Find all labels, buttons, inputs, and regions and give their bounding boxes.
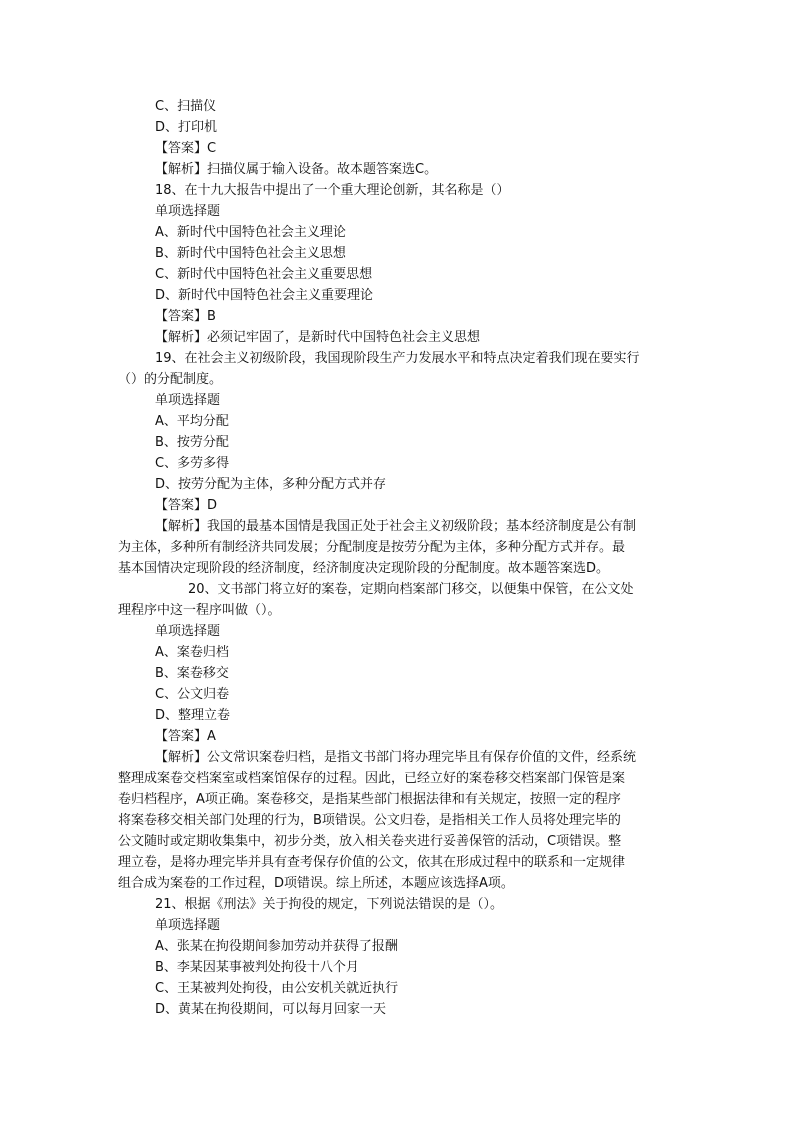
analysis-text: 公文常识案卷归档，是指文书部门将办理完毕且有保存价值的文件，经系统 (207, 750, 637, 765)
analysis-label: 【解析】 (155, 162, 208, 177)
q20-analysis-line1 (155, 747, 636, 768)
q18-answer (155, 306, 216, 327)
q19-option-a: A、平均分配 (155, 414, 229, 429)
q19-option-c: C、多劳多得 (155, 456, 230, 471)
q20-question-line2: 理程序中这一程序叫做（）。 (118, 603, 281, 618)
q18-question: 18、在十九大报告中提出了一个重大理论创新，其名称是（） (155, 183, 510, 198)
q21-option-a: A、张某在拘役期间参加劳动并获得了报酬 (155, 939, 398, 954)
q17-option-d: D、打印机 (155, 120, 218, 135)
q19-analysis-line3: 基本国情决定现阶段的经济制度，经济制度决定现阶段的分配制度。故本题答案选D。 (118, 561, 610, 576)
q20-analysis-line2: 整理成案卷交档案室或档案馆保存的过程。因此，已经立好的案卷移交档案部门保管是案 (118, 771, 626, 786)
q19-analysis-line2: 为主体，多种所有制经济共同发展；分配制度是按劳分配为主体，多种分配方式并存。最 (118, 540, 626, 555)
answer-label: 【答案】 (155, 729, 208, 744)
analysis-label: 【解析】 (155, 330, 208, 345)
answer-value: D (207, 498, 218, 513)
q19-type: 单项选择题 (155, 393, 221, 408)
q20-option-b: B、案卷移交 (155, 666, 229, 681)
answer-value: A (207, 729, 216, 744)
q20-option-c: C、公文归卷 (155, 687, 230, 702)
q18-option-a: A、新时代中国特色社会主义理论 (155, 225, 346, 240)
q20-option-a: A、案卷归档 (155, 645, 229, 660)
q20-analysis-line5: 公文随时或定期收集集中，初步分类，放入相关卷夹进行妥善保管的活动，C项错误。整 (118, 834, 622, 849)
q20-type: 单项选择题 (155, 624, 221, 639)
q20-question-line1: 20、文书部门将立好的案卷，定期向档案部门移交，以便集中保管，在公文处 (188, 582, 634, 597)
q21-question: 21、根据《刑法》关于拘役的规定，下列说法错误的是（）。 (155, 897, 504, 912)
answer-label: 【答案】 (155, 498, 208, 513)
answer-value: C (207, 141, 217, 156)
q20-analysis-line6: 理立卷，是将办理完毕并具有查考保存价值的公文，依其在形成过程中的联系和一定规律 (118, 855, 626, 870)
answer-label: 【答案】 (155, 141, 208, 156)
q18-option-c: C、新时代中国特色社会主义重要思想 (155, 267, 373, 282)
q17-analysis (155, 159, 437, 180)
q19-option-d: D、按劳分配为主体，多种分配方式并存 (155, 477, 387, 492)
q20-analysis-line7: 组合成为案卷的工作过程，D项错误。综上所述，本题应该选择A项。 (118, 876, 514, 891)
q20-analysis-line3: 卷归档程序，A项正确。案卷移交，是指某些部门根据法律和有关规定，按照一定的程序 (118, 792, 621, 807)
q19-question-line2: （）的分配制度。 (118, 372, 223, 387)
q19-analysis-line1 (155, 516, 636, 537)
answer-label: 【答案】 (155, 309, 208, 324)
q20-answer (155, 726, 216, 747)
answer-value: B (207, 309, 216, 324)
q18-analysis (155, 327, 480, 348)
q21-option-b: B、李某因某事被判处拘役十八个月 (155, 960, 359, 975)
q21-option-c: C、王某被判处拘役，由公安机关就近执行 (155, 981, 399, 996)
analysis-text: 扫描仪属于输入设备。故本题答案选C。 (207, 162, 438, 177)
q19-option-b: B、按劳分配 (155, 435, 229, 450)
q18-type: 单项选择题 (155, 204, 221, 219)
q19-question-line1: 19、在社会主义初级阶段，我国现阶段生产力发展水平和特点决定着我们现在要实行 (155, 351, 640, 366)
q19-answer (155, 495, 217, 516)
q21-option-d: D、黄某在拘役期间，可以每月回家一天 (155, 1002, 387, 1017)
q17-answer (155, 138, 216, 159)
analysis-label: 【解析】 (155, 519, 208, 534)
analysis-text: 必须记牢固了，是新时代中国特色社会主义思想 (207, 330, 481, 345)
analysis-label: 【解析】 (155, 750, 208, 765)
q18-option-b: B、新时代中国特色社会主义思想 (155, 246, 346, 261)
q20-option-d: D、整理立卷 (155, 708, 231, 723)
analysis-text: 我国的最基本国情是我国正处于社会主义初级阶段；基本经济制度是公有制 (207, 519, 637, 534)
q21-type: 单项选择题 (155, 918, 221, 933)
q18-option-d: D、新时代中国特色社会主义重要理论 (155, 288, 374, 303)
q17-option-c: C、扫描仪 (155, 99, 217, 114)
q20-analysis-line4: 将案卷移交相关部门处理的行为，B项错误。公文归卷，是指相关工作人员将处理完毕的 (118, 813, 621, 828)
